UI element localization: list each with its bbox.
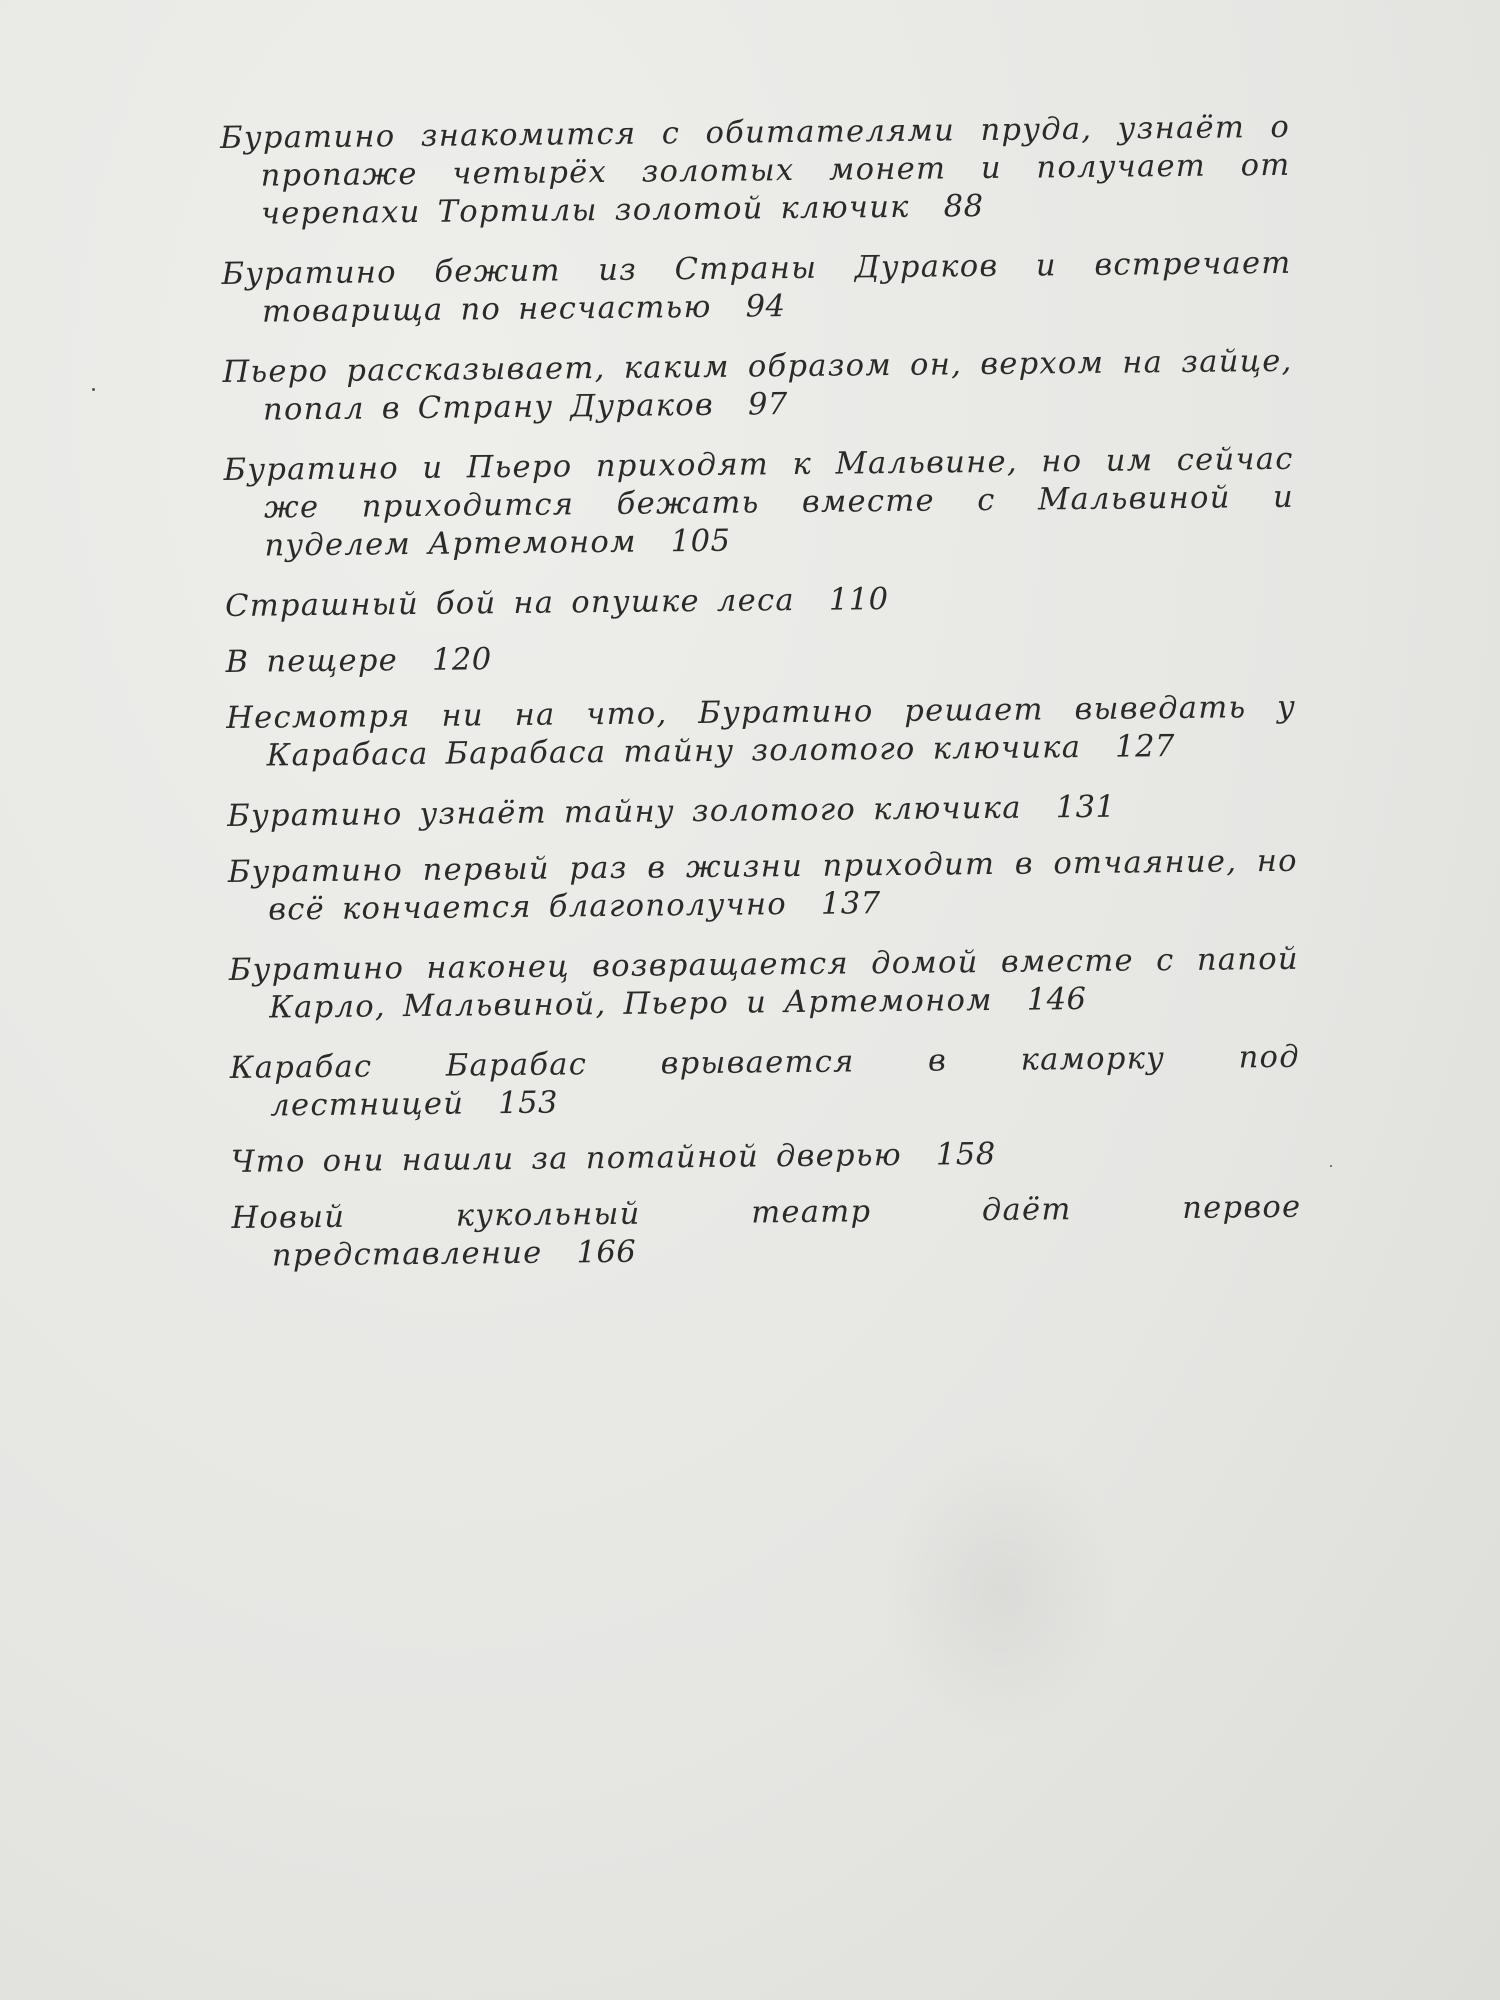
toc-entry (225, 633, 1295, 682)
paper-speck (92, 388, 95, 391)
toc-entry-title: Пьеро рассказывает, каким образом он, верхом на зайце, попал в Страну Дураков (222, 343, 1293, 428)
toc-entry (231, 1189, 1302, 1276)
toc-entry-page: 105 (670, 523, 731, 560)
toc-entry-page: 127 (1115, 729, 1176, 765)
toc-entry-page: 120 (431, 642, 492, 678)
toc-entry-title: Буратино наконец возвращается домой вместе с папой Карло, Мальвиной, Пьеро и Артемоном (228, 941, 1300, 1026)
toc-entry-title: В пещере (225, 643, 399, 680)
toc-entry-title: Что они нашли за потайной дверью (230, 1137, 903, 1180)
toc-entry-page: 88 (943, 189, 984, 225)
toc-entry-title: Буратино первый раз в жизни приходит в отчаяние, но всё кончается благополучно (227, 843, 1299, 928)
toc-entry (228, 843, 1299, 930)
toc-entry-page: 153 (498, 1085, 559, 1122)
toc-entry (220, 109, 1291, 234)
toc-entry-page: 97 (747, 387, 788, 423)
toc-entry-title: Буратино и Пьеро приходят к Мальвине, но им сейчас же приходится бежать вместе с Мальвиной и пуделем Артемоном (223, 441, 1295, 564)
toc-entry-page: 146 (1026, 981, 1087, 1018)
toc-entry-page: 158 (935, 1136, 996, 1173)
toc-entry-title: Страшный бой на опушке леса (224, 583, 796, 624)
toc-entry (225, 577, 1295, 626)
toc-entry-title: Карабас Барабас врывается в каморку под лестницей (229, 1039, 1301, 1124)
toc-entry-page: 137 (820, 886, 881, 922)
toc-entry-page: 110 (828, 582, 889, 618)
toc-entry (223, 441, 1294, 566)
bleed-through-shadow (880, 1440, 1120, 1740)
toc-entry-page: 166 (576, 1234, 637, 1271)
toc-entry (221, 245, 1292, 332)
toc-entry-title: Буратино бежит из Страны Дураков и встречает товарища по несчастью (221, 245, 1292, 330)
toc-entry-title: Буратино знакомится с обитателями пруда, узнаёт о пропаже четырёх золотых монет и получает от черепахи Тортилы золотой ключик (220, 109, 1291, 232)
toc-entry-title: Новый кукольный театр даёт первое представление (231, 1189, 1302, 1274)
toc-entry (231, 1133, 1301, 1182)
toc-entry-page: 131 (1055, 789, 1116, 826)
table-of-contents (220, 109, 1302, 1294)
toc-entry (229, 941, 1300, 1028)
paper-speck (1330, 1165, 1332, 1167)
toc-entry (230, 1039, 1301, 1126)
toc-entry-page: 94 (745, 289, 786, 325)
toc-entry-title: Несмотря ни на что, Буратино решает выведать у Карабаса Барабаса тайну золотого ключика (226, 689, 1297, 774)
toc-entry (222, 343, 1293, 430)
toc-entry (226, 689, 1297, 776)
toc-entry (227, 787, 1297, 836)
toc-entry-title: Буратино узнаёт тайну золотого ключика (227, 790, 1022, 834)
